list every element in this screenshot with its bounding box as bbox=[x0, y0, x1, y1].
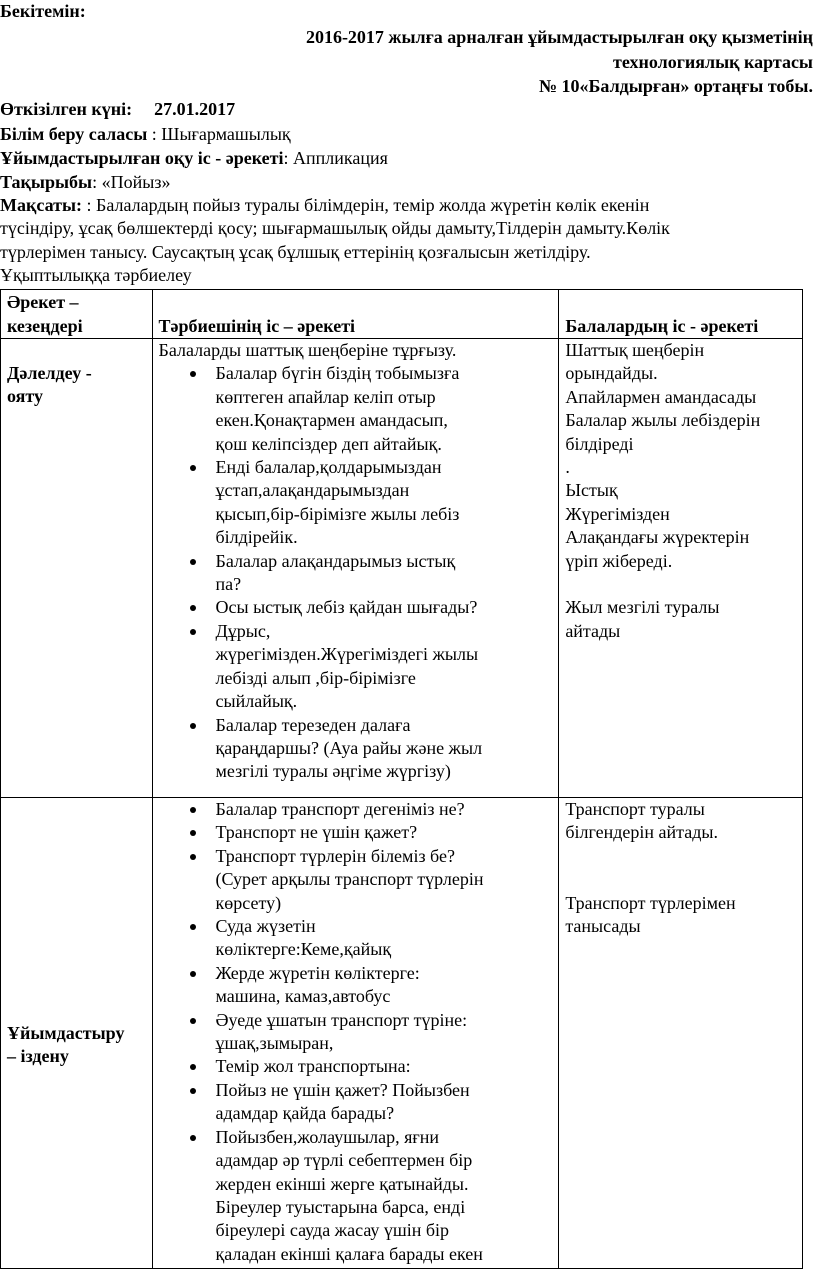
teacher-lead: Балаларды шаттық шеңберіне тұрғызу. bbox=[158, 340, 457, 360]
children-cell: Транспорт туралы білгендерін айтады. Транспорт түрлерімен танысады bbox=[559, 798, 803, 1269]
list-item: Әуеде ұшатын транспорт түріне: ұшақ,зымыран, bbox=[159, 1009, 555, 1056]
stage-cell bbox=[1, 339, 153, 798]
list-item: Балалар алақандарымыз ыстық па? bbox=[159, 550, 555, 597]
stage-name-line: – іздену bbox=[7, 1046, 69, 1067]
activity-value: : Аппликация bbox=[283, 148, 388, 168]
header-teacher: Тәрбиешінің іс – әрекеті bbox=[152, 290, 559, 339]
stage-name-line: ояту bbox=[7, 386, 43, 407]
lesson-plan-table bbox=[0, 289, 803, 1269]
education-area-value: : Шығармашылық bbox=[147, 124, 291, 144]
education-area-label: Білім беру саласы bbox=[0, 124, 148, 144]
activity-label: Ұйымдастырылған оқу іс - әрекеті bbox=[0, 148, 284, 168]
topic-line bbox=[0, 171, 170, 194]
goal-line: Мақсаты: : Балалардың пойыз туралы білімдерін, темір жолда жүретін көлік екенін bbox=[0, 195, 650, 215]
list-item: Жерде жүретін көліктерге: машина, камаз,автобус bbox=[159, 962, 555, 1009]
stage-name-line: Ұйымдастыру bbox=[7, 1023, 125, 1043]
teacher-cell bbox=[152, 339, 559, 798]
goal-label: Мақсаты: bbox=[0, 195, 82, 215]
teacher-list bbox=[159, 362, 555, 783]
table-header-row bbox=[1, 290, 803, 339]
date-line bbox=[0, 98, 235, 121]
list-item: Суда жүзетін көліктерге:Кеме,қайық bbox=[159, 915, 555, 962]
topic-value: : «Пойыз» bbox=[92, 172, 171, 192]
list-item: Транспорт түрлерін білеміз бе? (Сурет арқылы транспорт түрлерін көрсету) bbox=[159, 845, 555, 915]
list-item: Балалар бүгін біздің тобымызға көптеген апайлар келіп отыр екен.Қонақтармен амандасып, қош келіпсіздер деп айтайық. bbox=[159, 362, 555, 456]
table-row bbox=[1, 339, 803, 798]
document-title-line2: технологиялық картасы bbox=[613, 52, 813, 72]
list-item: Енді балалар,қолдарымыздан ұстап,алақандарымыздан қысып,бір-бірімізге жылы лебіз білдірейік. bbox=[159, 456, 555, 550]
header-stage: Әрекет – кезеңдері bbox=[1, 290, 153, 339]
stage-name-line: Дәлелдеу - bbox=[7, 363, 92, 383]
activity-line bbox=[0, 147, 388, 170]
education-area-line bbox=[0, 123, 291, 146]
teacher-cell bbox=[152, 798, 559, 1269]
list-item: Пойызбен,жолаушылар, яғни адамдар әр түрлі себептермен бір жерден екінші жерге қатынайды. Біреулер туыстарына барса, енді біреулері сауда жасау үшін бір қаладан екінші қалаға барады екен bbox=[159, 1126, 555, 1266]
children-cell: Шаттық шеңберін орындайды. Апайлармен амандасады Балалар жылы лебіздерін білдіреді . Ыстық Жүрегімізден Алақандағы жүректерін үріп жібереді. Жыл мезгілі туралы айтады bbox=[559, 339, 803, 798]
approval-label: Бекітемін: bbox=[0, 1, 86, 21]
goal-line: түрлерімен танысу. Саусақтың ұсақ бұлшық еттерінің қозғалысын жетілдіру. bbox=[0, 241, 591, 262]
list-item: Пойыз не үшін қажет? Пойызбен адамдар қайда барады? bbox=[159, 1079, 555, 1126]
list-item: Темір жол транспортына: bbox=[159, 1055, 555, 1078]
list-item: Транспорт не үшін қажет? bbox=[159, 821, 555, 844]
date-label: Өткізілген күні: bbox=[0, 99, 133, 119]
list-item: Балалар транспорт дегеніміз не? bbox=[159, 798, 555, 821]
stage-cell bbox=[1, 798, 153, 1269]
goal-block bbox=[0, 194, 816, 288]
document-title-line1: 2016-2017 жылға арналған ұйымдастырылған оқу қызметінің bbox=[305, 27, 813, 47]
document-title-line3: № 10«Балдырған» ортаңғы тобы. bbox=[538, 76, 813, 96]
goal-line: Ұқыптылыққа тәрбиелеу bbox=[0, 265, 192, 286]
list-item: Балалар терезеден далаға қараңдаршы? (Ауа райы және жыл мезгілі туралы әңгіме жүргізу) bbox=[159, 714, 555, 784]
goal-line: түсіндіру, ұсақ бөлшектерді қосу; шығармашылық ойды дамыту,Тілдерін дамыту.Көлік bbox=[0, 218, 670, 239]
list-item: Осы ыстық лебіз қайдан шығады? bbox=[159, 596, 555, 619]
list-item: Дұрыс, жүрегімізден.Жүрегіміздегі жылы лебізді алып ,бір-бірімізге сыйлайық. bbox=[159, 620, 555, 714]
date-value: 27.01.2017 bbox=[154, 99, 236, 119]
table-row bbox=[1, 798, 803, 1269]
teacher-list bbox=[159, 798, 555, 1266]
topic-label: Тақырыбы bbox=[0, 172, 93, 192]
header-children: Балалардың іс - әрекеті bbox=[559, 290, 803, 339]
